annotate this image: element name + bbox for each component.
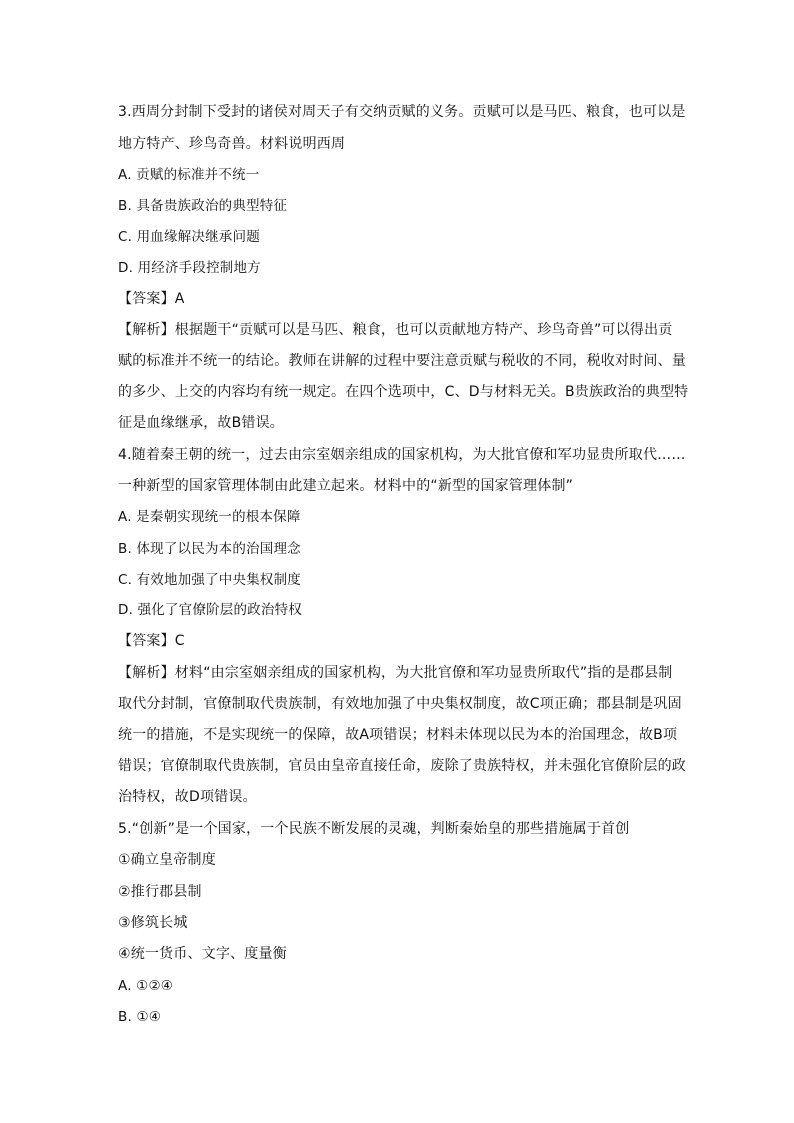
q3-option-b: B. 具备贵族政治的典型特征	[118, 198, 288, 214]
q4-analysis-line-4: 错误；官僚制取代贵族制，官员由皇帝直接任命，废除了贵族特权，并未强化官僚阶层的政	[118, 758, 686, 774]
q4-stem-line-2: 一种新型的国家管理体制由此建立起来。材料中的“新型的国家管理体制”	[118, 478, 574, 494]
q3-answer: 【答案】A	[118, 291, 185, 307]
q3-option-a: A. 贡赋的标准并不统一	[118, 167, 260, 183]
q3-analysis-line-4: 征是血缘继承，故B错误。	[118, 415, 285, 431]
q3-stem-line-1: 3.西周分封制下受封的诸侯对周天子有交纳贡赋的义务。贡赋可以是马匹、粮食，也可以是	[118, 104, 686, 120]
q4-analysis-line-1: 【解析】材料“由宗室姻亲组成的国家机构，为大批官僚和军功显贵所取代”指的是郡县制	[118, 665, 673, 681]
q3-analysis-line-2: 赋的标准并不统一的结论。教师在讲解的过程中要注意贡赋与税收的不同，税收对时间、量	[118, 353, 686, 369]
q5-item-3: ③修筑长城	[118, 915, 188, 931]
q4-stem-line-1: 4.随着秦王朝的统一，过去由宗室姻亲组成的国家机构，为大批官僚和军功显贵所取代……	[118, 447, 686, 463]
q4-analysis-line-3: 统一的措施，不是实现统一的保障，故A项错误；材料未体现以民为本的治国理念，故B项	[118, 727, 678, 743]
q4-answer: 【答案】C	[118, 633, 185, 649]
q4-analysis-line-2: 取代分封制，官僚制取代贵族制，有效地加强了中央集权制度，故C项正确；郡县制是巩固	[118, 696, 682, 712]
q3-stem-line-2: 地方特产、珍鸟奇兽。材料说明西周	[118, 136, 346, 152]
q4-option-c: C. 有效地加强了中央集权制度	[118, 572, 302, 588]
q3-analysis-line-3: 的多少、上交的内容均有统一规定。在四个选项中，C、D与材料无关。B贵族政治的典型特	[118, 384, 689, 400]
q4-option-b: B. 体现了以民为本的治国理念	[118, 541, 301, 557]
q5-stem-line-1: 5.“创新”是一个国家，一个民族不断发展的灵魂，判断秦始皇的那些措施属于首创	[118, 821, 630, 837]
q5-item-4: ④统一货币、文字、度量衡	[118, 946, 287, 962]
q5-item-1: ①确立皇帝制度	[118, 852, 216, 868]
q3-option-d: D. 用经济手段控制地方	[118, 260, 261, 276]
q5-option-a: A. ①②④	[118, 978, 174, 994]
q3-option-c: C. 用血缘解决继承问题	[118, 229, 260, 245]
q5-option-b: B. ①④	[118, 1009, 162, 1025]
q4-option-d: D. 强化了官僚阶层的政治特权	[118, 602, 302, 618]
q4-analysis-line-5: 治特权，故D项错误。	[118, 789, 257, 805]
q4-option-a: A. 是秦朝实现统一的根本保障	[118, 509, 301, 525]
q3-analysis-line-1: 【解析】根据题干“贡赋可以是马匹、粮食，也可以贡献地方特产、珍鸟奇兽”可以得出贡	[118, 322, 673, 338]
q5-item-2: ②推行郡县制	[118, 884, 202, 900]
